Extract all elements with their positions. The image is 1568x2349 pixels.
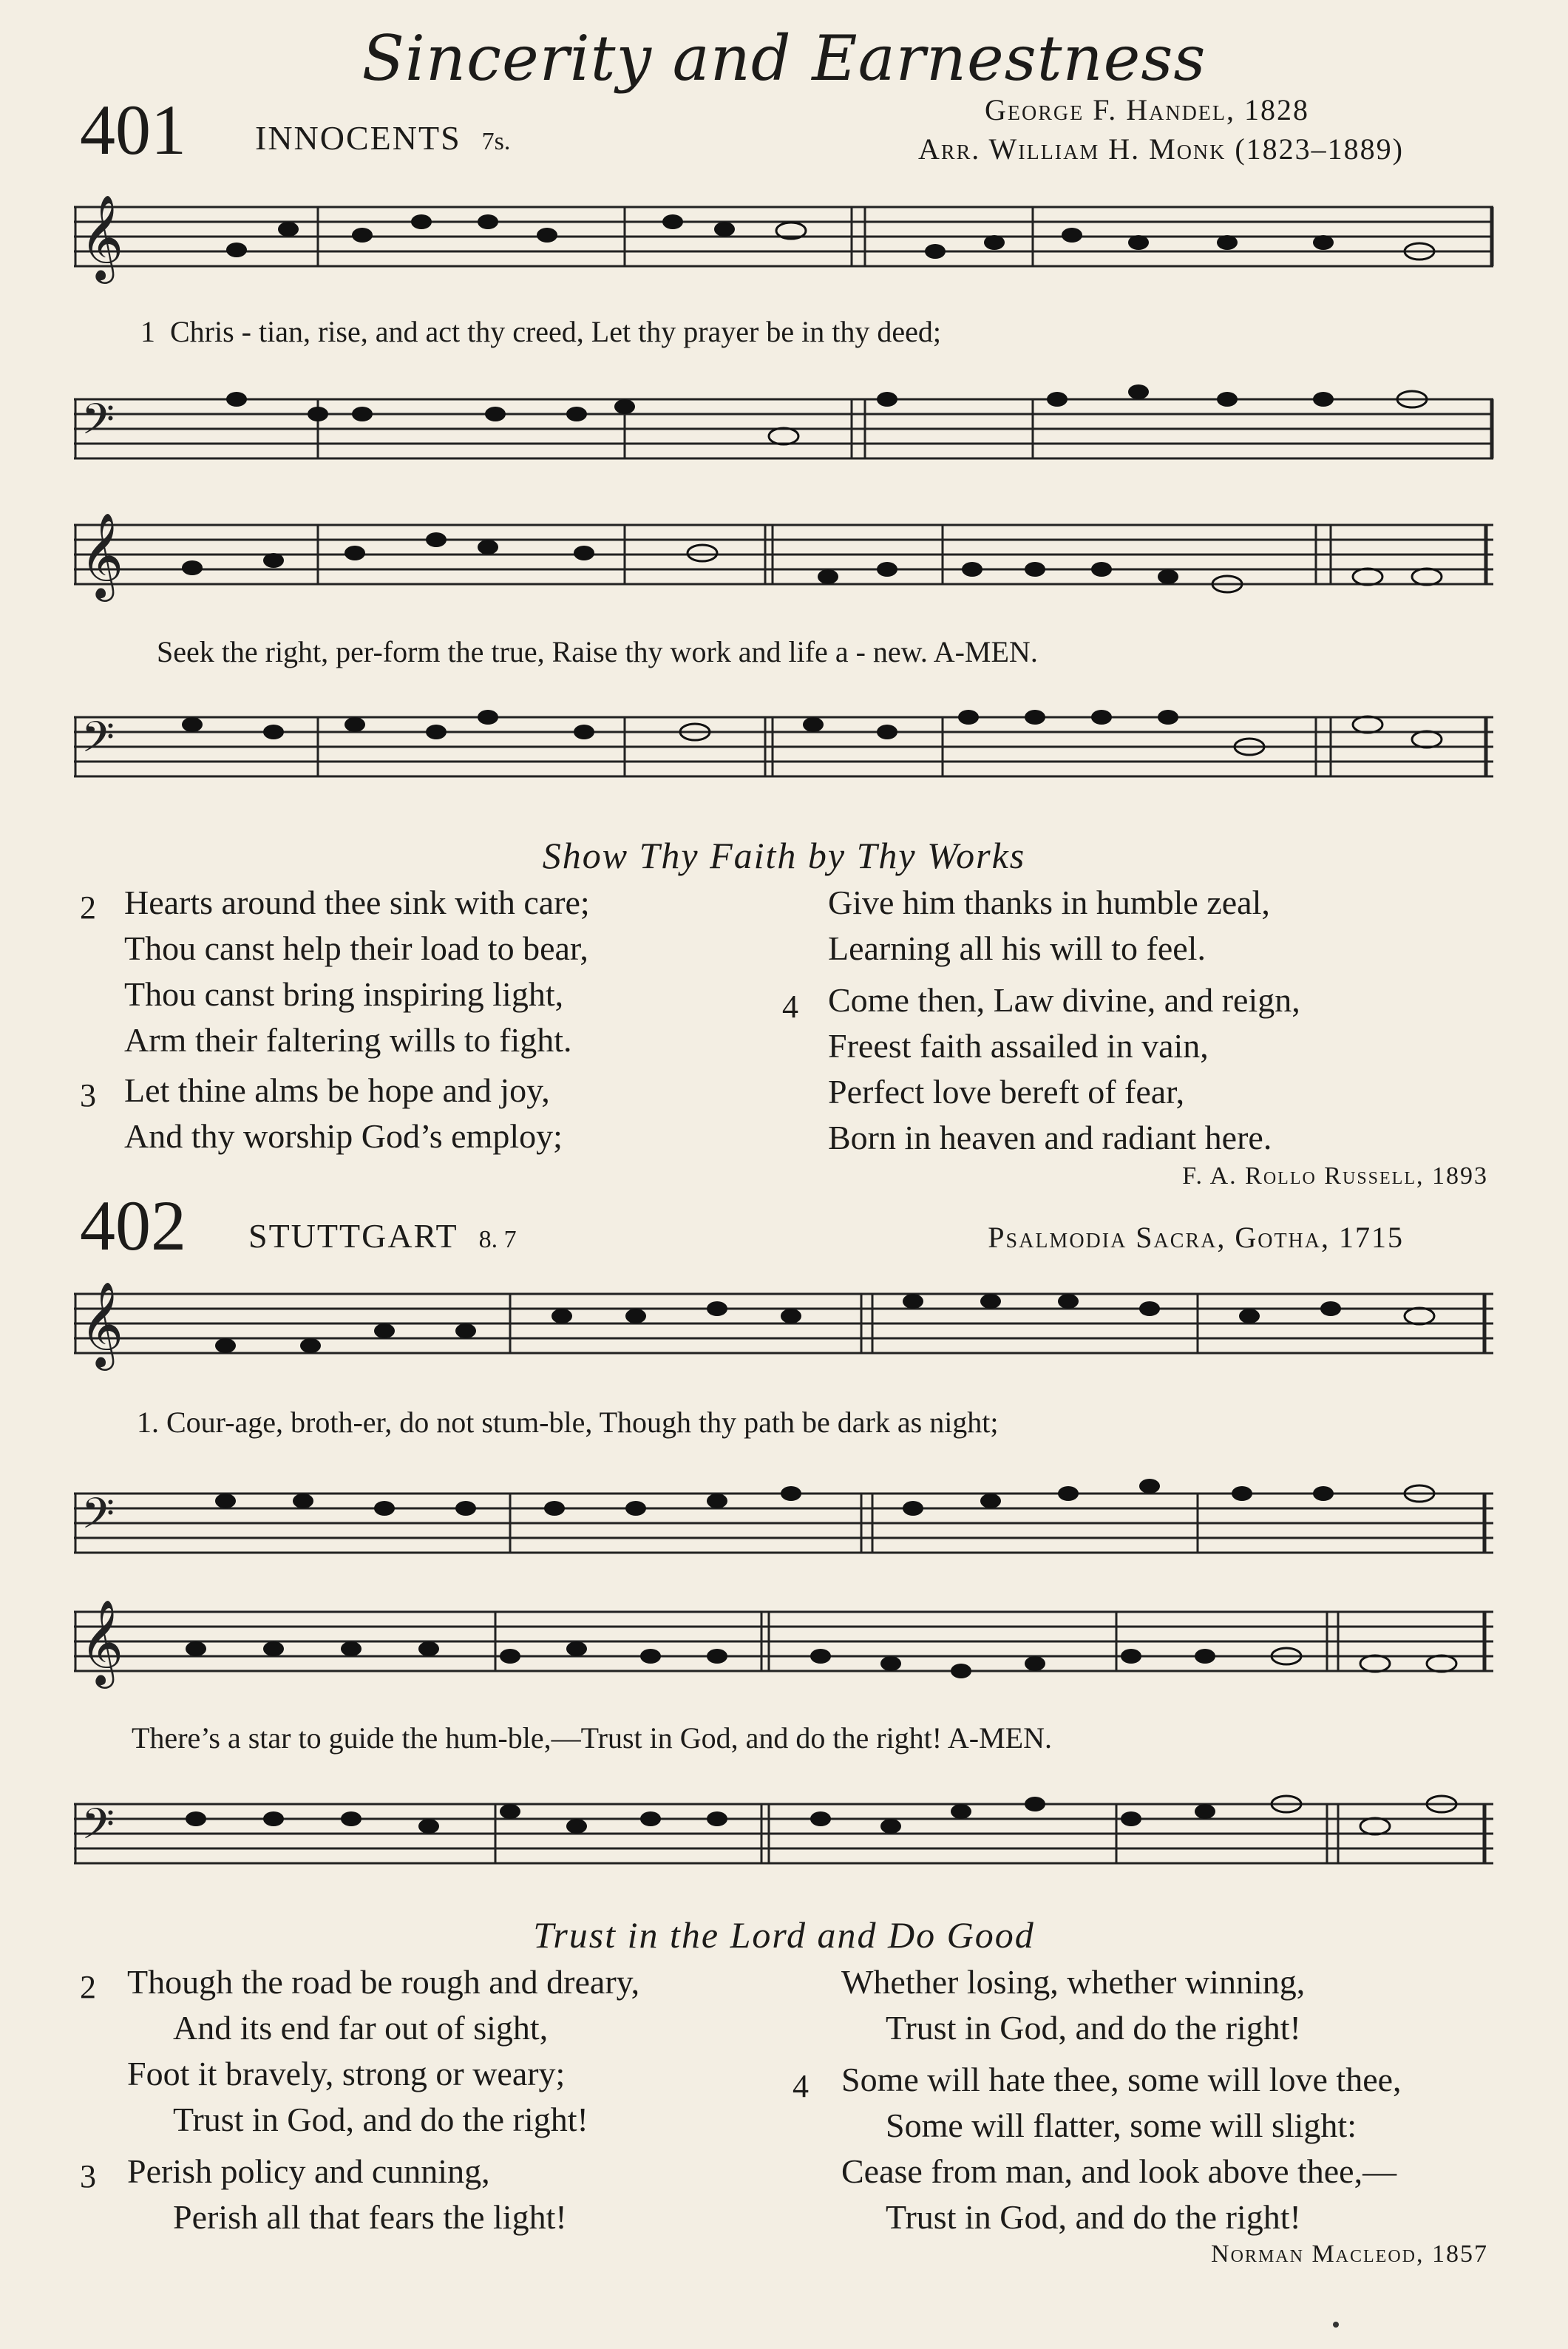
composer-line: Psalmodia Sacra, Gotha, 1715 [988,1221,1404,1254]
verse-line: Trust in God, and do the right! [886,2009,1301,2047]
music-staff-treble [74,1599,1493,1686]
hymn-subtitle: Show Thy Faith by Thy Works [542,835,1026,876]
verse-line: Arm their faltering wills to fight. [124,1021,572,1059]
arranger-line: Arr. William H. Monk (1823–1889) [918,132,1404,166]
verse-line: Trust in God, and do the right! [886,2198,1301,2236]
composer-line: George F. Handel, 1828 [984,93,1309,126]
verse-line: Freest faith assailed in vain, [828,1027,1209,1065]
verse-line: And its end far out of sight, [173,2009,549,2047]
music-staff-bass [74,710,1493,791]
verse-number: 2 [80,889,96,926]
tune-name [255,118,510,157]
verse-line: Thou canst help their load to bear, [124,929,588,967]
verse-line: Hearts around thee sink with care; [124,884,590,921]
verse-number: 3 [80,2158,96,2194]
lyric-line: 1 Chris - tian, rise, and act thy creed, Let thy prayer be in thy deed; [140,315,941,348]
author-credit: Norman Macleod, 1857 [1211,2240,1488,2268]
verse-line: Come then, Law divine, and reign, [828,981,1300,1019]
verse-line: Cease from man, and look above thee,— [841,2152,1397,2190]
svg-text:𝄢: 𝄢 [81,394,115,455]
verse-line: Some will hate thee, some will love thee, [841,2061,1402,2098]
meter: 8. 7 [478,1226,517,1253]
svg-text:𝄢: 𝄢 [81,712,115,773]
verse-line: Perish policy and cunning, [127,2152,490,2190]
music-staff-bass [74,392,1493,473]
lyric-line: Seek the right, per-form the true, Raise thy work and life a - new. A-MEN. [157,635,1038,668]
svg-text:𝄞: 𝄞 [80,512,124,598]
music-staff-treble [74,512,1493,599]
verse-line: Though the road be rough and dreary, [127,1963,640,2001]
verse-line: Give him thanks in humble zeal, [828,884,1270,921]
verse-line: Whether losing, whether winning, [841,1963,1306,2001]
hymn-number: 402 [80,1186,186,1265]
verse-line: Born in heaven and radiant here. [828,1119,1272,1156]
svg-text:𝄞: 𝄞 [80,194,124,280]
verse-number: 4 [793,2068,809,2104]
verse-line: Perish all that fears the light! [173,2198,567,2236]
hymn-number: 401 [80,90,186,169]
tune-label: STUTTGART [248,1217,458,1255]
meter: 7s. [481,128,511,155]
svg-text:𝄢: 𝄢 [81,1799,115,1860]
svg-text:𝄞: 𝄞 [80,1599,124,1685]
hymn-subtitle: Trust in the Lord and Do Good [533,1914,1035,1956]
verse-number: 3 [80,1077,96,1114]
music-staff-bass [74,1486,1493,1567]
verse-line: Trust in God, and do the right! [173,2101,588,2138]
lyric-line: 1. Cour-age, broth-er, do not stum-ble, Though thy path be dark as night; [137,1406,999,1439]
svg-text:𝄢: 𝄢 [81,1488,115,1549]
verse-line: Let thine alms be hope and joy, [124,1071,550,1109]
section-title: Sincerity and Earnestness [362,22,1206,95]
page-mark [1333,2322,1339,2328]
verse-line: Learning all his will to feel. [828,929,1206,967]
verse-number: 4 [782,989,798,1025]
verse-line: And thy worship God’s employ; [124,1117,563,1155]
verse-line: Foot it bravely, strong or weary; [127,2055,566,2092]
verse-line: Some will flatter, some will slight: [886,2106,1357,2144]
author-credit: F. A. Rollo Russell, 1893 [1182,1162,1488,1190]
verse-number: 2 [80,1969,96,2005]
verse-line: Thou canst bring inspiring light, [124,975,564,1013]
music-staff-treble [74,194,1493,281]
music-staff-bass [74,1797,1493,1878]
music-staff-treble [74,1281,1493,1368]
verse-line: Perfect love bereft of fear, [828,1073,1185,1111]
tune-label: INNOCENTS [255,119,461,157]
lyric-line: There’s a star to guide the hum-ble,—Trust in God, and do the right! A-MEN. [132,1721,1052,1755]
tune-name [248,1216,517,1255]
svg-text:𝄞: 𝄞 [80,1281,124,1367]
